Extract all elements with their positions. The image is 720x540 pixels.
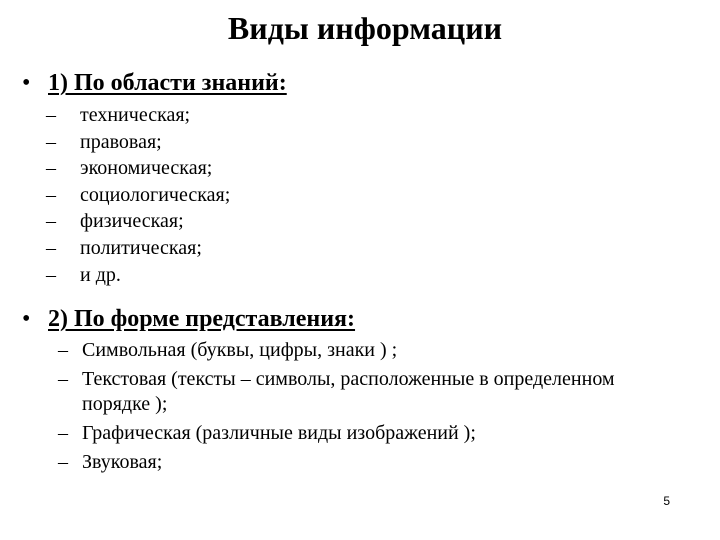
dash-marker: –: [58, 339, 68, 361]
list-item: [46, 262, 230, 289]
dash-marker: –: [58, 368, 68, 390]
list-item: [46, 208, 230, 235]
list-item-text: физическая;: [80, 210, 184, 233]
list-item: [58, 450, 618, 475]
list-item-text: техническая;: [80, 104, 191, 126]
list-item: [58, 367, 618, 417]
representation-form-list: [58, 338, 618, 479]
list-item: [46, 182, 230, 209]
list-item-text: политическая;: [80, 236, 202, 259]
list-item-text: и др.: [80, 263, 121, 286]
list-item-text: правовая;: [80, 130, 162, 153]
dash-marker: –: [58, 451, 68, 473]
list-item: [58, 421, 618, 446]
list-item: [58, 338, 618, 363]
dash-marker: –: [46, 263, 56, 286]
list-item-text: Текстовая (тексты – символы, расположенные в определенном порядке );: [82, 368, 615, 415]
page-number: 5: [663, 494, 670, 508]
dash-marker: –: [46, 236, 56, 259]
list-item-text: социологическая;: [80, 183, 231, 206]
list-item-text: Символьная (буквы, цифры, знаки ) ;: [82, 339, 398, 361]
list-item-text: Звуковая;: [82, 451, 163, 473]
bullet-marker: •: [22, 70, 31, 96]
dash-marker: –: [46, 183, 56, 206]
dash-marker: –: [46, 157, 56, 180]
slide-title: Виды информации: [227, 10, 503, 46]
dash-marker: –: [46, 130, 56, 153]
section-heading-text: 1) По области знаний:: [48, 70, 287, 96]
list-item-text: экономическая;: [80, 157, 213, 180]
section-heading-text: 2) По форме представления:: [48, 306, 356, 332]
knowledge-area-list: [46, 102, 230, 288]
bullet-marker: •: [22, 306, 31, 332]
list-item: [46, 129, 230, 156]
list-item-text: Графическая (различные виды изображений );: [82, 422, 476, 444]
section-heading-representation-form: [22, 304, 355, 334]
list-item: [46, 102, 230, 129]
section-heading-knowledge-area: [22, 68, 287, 98]
dash-marker: –: [46, 210, 56, 233]
dash-marker: –: [58, 422, 68, 444]
dash-marker: –: [46, 104, 56, 126]
list-item: [46, 155, 230, 182]
list-item: [46, 235, 230, 262]
